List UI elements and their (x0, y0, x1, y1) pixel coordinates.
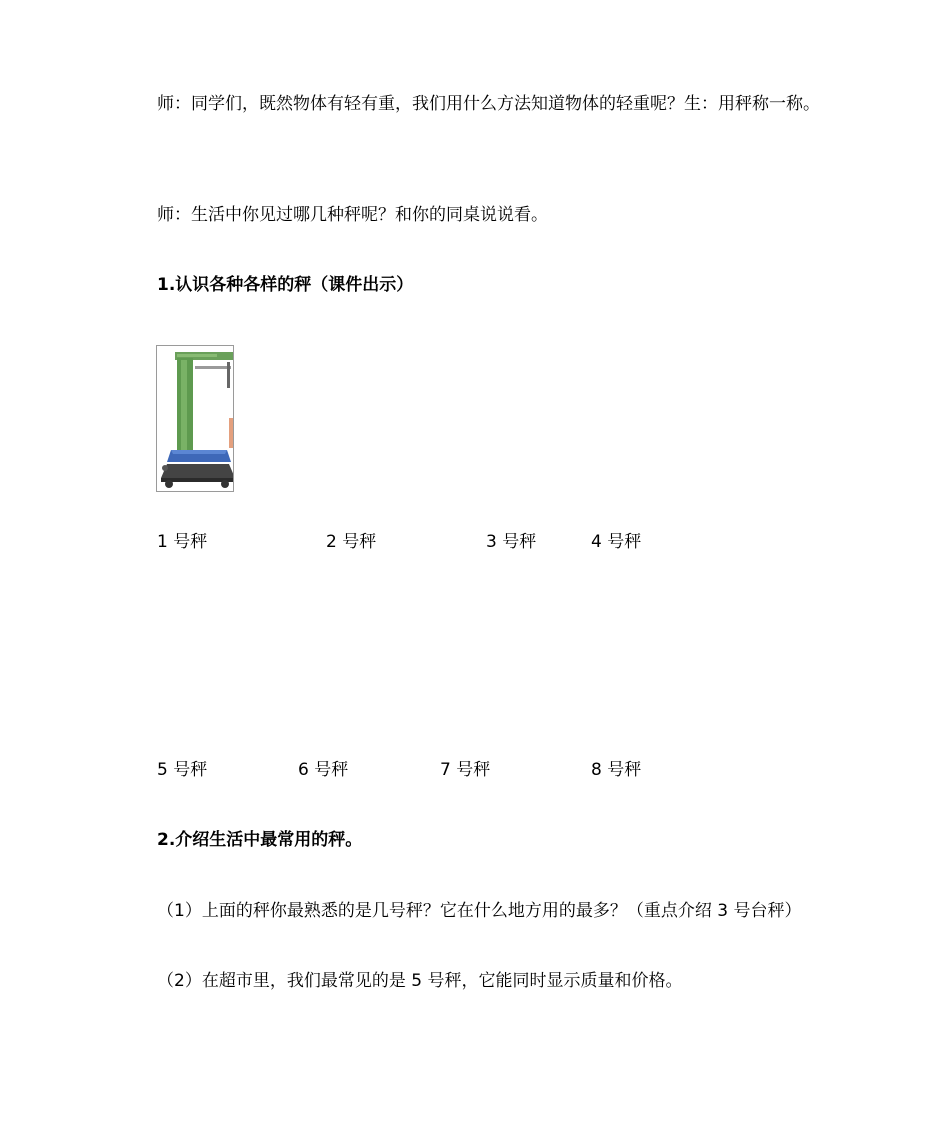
paragraph-teacher-question: 师：同学们，既然物体有轻有重，我们用什么方法知道物体的轻重呢？生：用秤称一称。 (157, 94, 820, 114)
section2-item-1: （1）上面的秤你最熟悉的是几号秤？它在什么地方用的最多？（重点介绍 3 号台秤） (157, 901, 802, 921)
platform-scale-icon (156, 345, 234, 492)
scale-label-3: 3 号秤 (486, 532, 537, 552)
platform-scale-image (157, 346, 234, 492)
scale-label-1: 1 号秤 (157, 532, 208, 552)
scale-label-8: 8 号秤 (591, 760, 642, 780)
scale-label-2: 2 号秤 (326, 532, 377, 552)
paragraph-teacher-prompt: 师：生活中你见过哪几种秤呢？和你的同桌说说看。 (157, 205, 548, 225)
scale-label-6: 6 号秤 (298, 760, 349, 780)
scale-label-5: 5 号秤 (157, 760, 208, 780)
section1-heading: 1.认识各种各样的秤（课件出示） (157, 275, 414, 295)
scale-label-7: 7 号秤 (440, 760, 491, 780)
section2-item-2: （2）在超市里，我们最常见的是 5 号秤，它能同时显示质量和价格。 (157, 971, 683, 991)
section2-heading: 2.介绍生活中最常用的秤。 (157, 830, 363, 850)
scale-label-4: 4 号秤 (591, 532, 642, 552)
